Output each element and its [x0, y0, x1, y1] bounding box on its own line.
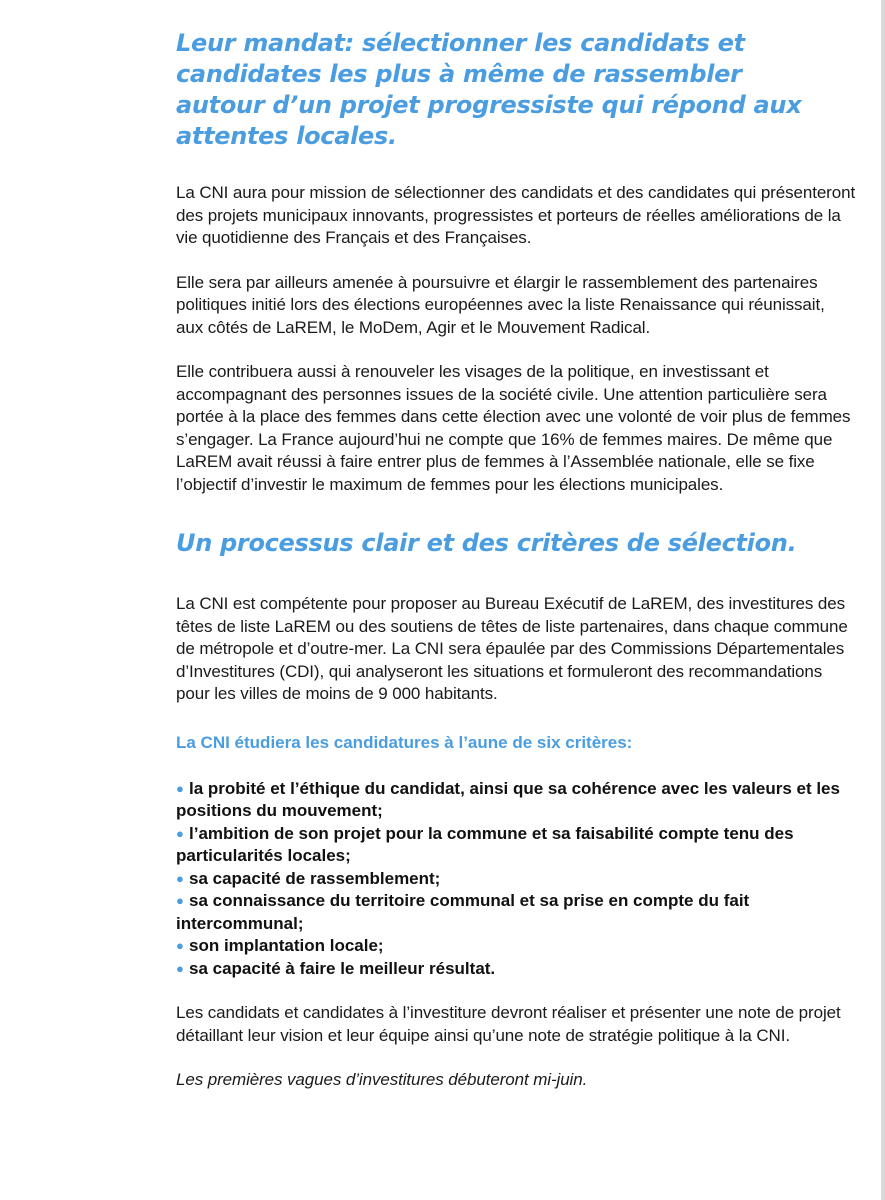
- bullet-icon: ●: [176, 870, 184, 886]
- criteria-text: sa capacité de rassemblement;: [189, 868, 441, 888]
- criteria-text: sa capacité à faire le meilleur résultat.: [189, 958, 496, 978]
- bullet-icon: ●: [176, 960, 184, 976]
- criteria-text: sa connaissance du territoire communal et sa prise en compte du fait intercommunal;: [176, 891, 750, 933]
- criteria-text: l’ambition de son projet pour la commune et sa faisabilité compte tenu des particularités locales;: [176, 823, 794, 865]
- criteria-item: [176, 935, 856, 958]
- paragraph-partners: Elle sera par ailleurs amenée à poursuivre et élargir le rassemblement des partenaires politiques initié lors des élections européennes avec la liste Renaissance qui réunissait, aux côtés de LaREM, le MoDem, Agir et le Mouvement Radical.: [176, 272, 825, 337]
- bullet-icon: ●: [176, 893, 184, 908]
- paragraph-application-note: Les candidats et candidates à l’investiture devront réaliser et présenter une note de projet détaillant leur vision et leur équipe ainsi qu’une note de stratégie politique à la CNI.: [176, 1003, 841, 1045]
- page-edge: [881, 0, 885, 1200]
- bullet-icon: ●: [176, 938, 184, 953]
- criteria-item: [176, 890, 856, 935]
- section-heading-process: Un processus clair et des critères de sélection.: [176, 529, 797, 557]
- paragraph-mission: La CNI aura pour mission de sélectionner des candidats et des candidates qui présenteront des projets municipaux innovants, progressistes et porteurs de réelles améliorations de la vie quotidienne des Français et des Françaises.: [176, 183, 856, 247]
- criteria-text: son implantation locale;: [189, 936, 384, 955]
- criteria-item: [176, 958, 856, 981]
- closing-note: Les premières vagues d’investitures débuteront mi-juin.: [176, 1070, 588, 1089]
- criteria-list: [176, 778, 856, 981]
- criteria-item: [176, 823, 856, 868]
- bullet-icon: ●: [176, 825, 184, 841]
- criteria-item: [176, 868, 856, 891]
- section-heading-mandate: Leur mandat: sélectionner les candidats et candidates les plus à même de rassembler autour d’un projet progressiste qui répond aux attentes locales.: [176, 29, 802, 150]
- paragraph-renewal: Elle contribuera aussi à renouveler les visages de la politique, en investissant et accompagnant des personnes issues de la société civile. Une attention particulière sera portée à la place des femmes dans cette élection avec une volonté de voir plus de femmes s’engager. La France aujourd’hui ne compte que 16% de femmes maires. De même que LaREM avait réussi à faire entrer plus de femmes à l’Assemblée nationale, elle se fixe l’objectif d’investir le maximum de femmes pour les élections municipales.: [176, 362, 851, 494]
- document-content: [176, 28, 856, 1092]
- paragraph-competence: La CNI est compétente pour proposer au Bureau Exécutif de LaREM, des investitures des têtes de liste LaREM ou des soutiens de têtes de liste partenaires, dans chaque commune de métropole et d’outre-mer. La CNI sera épaulée par des Commissions Départementales d’Investitures (CDI), qui analyseront les situations et formuleront des recommandations pour les villes de moins de 9 000 habitants.: [176, 594, 848, 703]
- criteria-item: [176, 778, 856, 823]
- criteria-intro: La CNI étudiera les candidatures à l’aune de six critères:: [176, 732, 633, 752]
- criteria-text: la probité et l’éthique du candidat, ainsi que sa cohérence avec les valeurs et les positions du mouvement;: [176, 778, 840, 820]
- bullet-icon: ●: [176, 780, 184, 796]
